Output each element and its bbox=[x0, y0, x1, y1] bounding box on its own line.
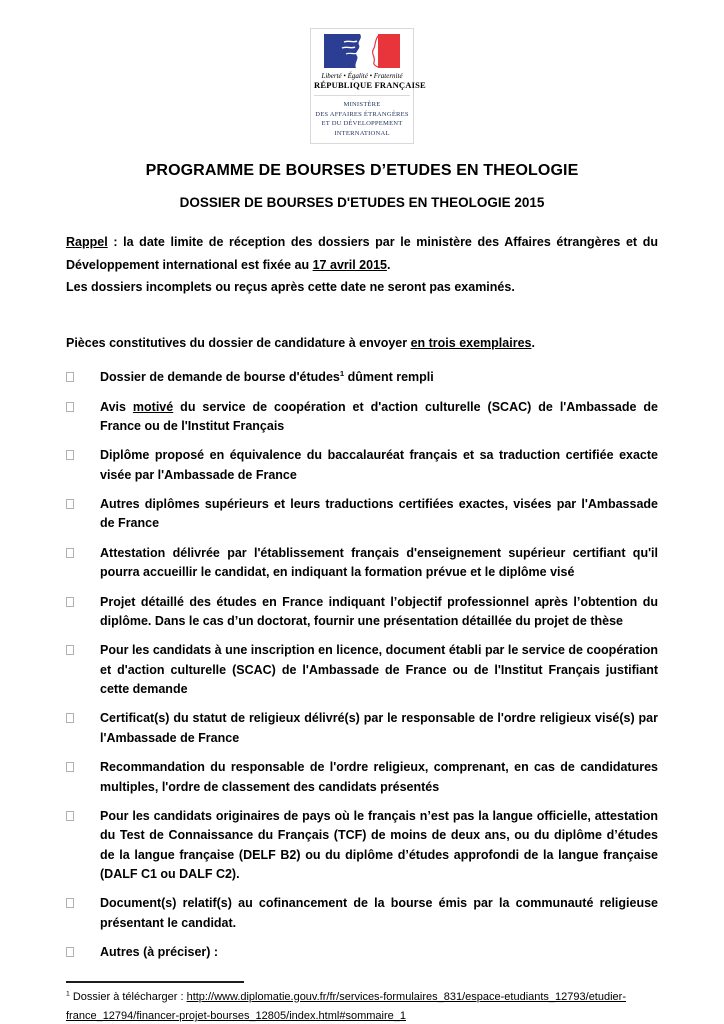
checkbox-icon bbox=[66, 548, 74, 558]
checklist-item-text: Autres (à préciser) : bbox=[100, 945, 219, 960]
document-subtitle: DOSSIER DE BOURSES D'ETUDES EN THEOLOGIE 2015 bbox=[179, 195, 545, 211]
footnote-text bbox=[66, 988, 658, 1024]
checkbox-icon bbox=[66, 645, 74, 655]
checklist-item-text: Projet détaillé des études en France indiquant l’objectif professionnel après l’obtention du diplôme. Dans le cas d’un doctorat, fournir une présentation détaillée du projet de thèse bbox=[100, 594, 658, 628]
checklist-item bbox=[66, 544, 658, 583]
checklist-item bbox=[66, 593, 658, 632]
checklist-item-text: Diplôme proposé en équivalence du baccalauréat français et sa traduction certifiée exacte visée par l'Ambassade de France bbox=[100, 448, 658, 482]
checklist-item bbox=[66, 758, 658, 797]
checklist-item-text: Document(s) relatif(s) au cofinancement de la bourse émis par la communauté religieuse présentant le candidat. bbox=[100, 896, 658, 930]
checklist-item bbox=[66, 894, 658, 933]
footnote-label: Dossier à télécharger : bbox=[69, 990, 187, 1003]
checklist-item bbox=[66, 495, 658, 534]
document-title: PROGRAMME DE BOURSES D’ETUDES EN THEOLOGIE bbox=[145, 162, 579, 180]
pieces-heading: Pièces constitutives du dossier de candidature à envoyer en trois exemplaires. bbox=[66, 335, 535, 350]
checklist-item-text: Attestation délivrée par l'établissement français d'enseignement supérieur certifiant qu'il pourra accueillir le candidat, en indiquant la formation prévue et le diplôme visé bbox=[100, 545, 658, 580]
checklist-item-text: Recommandation du responsable de l'ordre religieux, comprenant, en cas de candidatures multiples, l'ordre de classement des candidats présentés bbox=[100, 760, 658, 794]
checklist-item-text: Pour les candidats originaires de pays où le français n’est pas la langue officielle, attestation du Test de Connaissance du Français (TCF) de moins de deux ans, ou du diplôme d’études de la langue française (DELF B2) ou du diplôme d’études approfondi de la langue française (DALF C1 ou DALF C2). bbox=[100, 808, 658, 882]
checkbox-icon bbox=[66, 811, 74, 821]
checkbox-icon bbox=[66, 372, 74, 382]
marianne-flag-icon bbox=[324, 34, 400, 68]
checkbox-icon bbox=[66, 402, 74, 412]
footnote-marker: 1 bbox=[66, 989, 70, 997]
checkbox-icon bbox=[66, 898, 74, 908]
checklist-item bbox=[66, 446, 658, 485]
ministry-line: ET DU DÉVELOPPEMENT bbox=[321, 120, 403, 128]
footnote-separator bbox=[66, 981, 244, 983]
footnote-url-link[interactable]: http://www.diplomatie.gouv.fr/fr/services-formulaires_831/espace-etudiants_12793/etudier-france_12794/financer-projet-bourses_12805/index.html#sommaire_1 bbox=[66, 990, 626, 1023]
checklist-item bbox=[66, 807, 658, 885]
rappel-paragraph bbox=[66, 231, 658, 299]
ministry-line: INTERNATIONAL bbox=[334, 129, 390, 137]
ministry-line: DES AFFAIRES ÉTRANGÈRES bbox=[315, 110, 409, 118]
checkbox-icon bbox=[66, 450, 74, 460]
checklist-item-text: Dossier de demande de bourse d'études$^1$ dûment rempli bbox=[100, 369, 434, 385]
checkbox-icon bbox=[66, 713, 74, 723]
checklist bbox=[66, 368, 658, 962]
checkbox-icon bbox=[66, 762, 74, 772]
rappel-warning-text: Les dossiers incomplets ou reçus après cette date ne seront pas examinés. bbox=[66, 280, 515, 295]
checkbox-icon bbox=[66, 597, 74, 607]
checkbox-icon bbox=[66, 947, 74, 957]
checklist-item bbox=[66, 641, 658, 699]
checklist-item-text: Pour les candidats à une inscription en licence, document établi par le service de coopération et d'action culturelle (SCAC) de l'Ambassade de France ou de l'Institut Français justifiant cette demande bbox=[100, 643, 658, 697]
republique-francaise-logo bbox=[310, 28, 426, 144]
logo-motto: Liberté • Égalité • Fraternité bbox=[321, 72, 403, 80]
checklist-item bbox=[66, 709, 658, 748]
logo-republic-name: RÉPUBLIQUE FRANÇAISE bbox=[314, 80, 426, 91]
checklist-item bbox=[66, 398, 658, 437]
checklist-item-text: Avis motivé du service de coopération et d'action culturelle (SCAC) de l'Ambassade de France ou de l'Institut Français bbox=[100, 399, 658, 433]
checklist-item-text: Autres diplômes supérieurs et leurs traductions certifiées exactes, visées par l'Ambassade de France bbox=[100, 497, 658, 531]
rappel-deadline-text: Rappel : la date limite de réception des dossiers par le ministère des Affaires étrangères et du Développement international est fixée au 17 avril 2015. bbox=[66, 235, 658, 272]
checkbox-icon bbox=[66, 499, 74, 509]
checklist-item-text: Certificat(s) du statut de religieux délivré(s) par le responsable de l'ordre religieux visé(s) par l'Ambassade de France bbox=[100, 711, 658, 745]
ministry-line: MINISTÈRE bbox=[343, 101, 381, 109]
checklist-item bbox=[66, 368, 658, 387]
logo-ministry-name bbox=[314, 95, 410, 143]
footnote bbox=[66, 963, 658, 1024]
checklist-item bbox=[66, 943, 658, 962]
